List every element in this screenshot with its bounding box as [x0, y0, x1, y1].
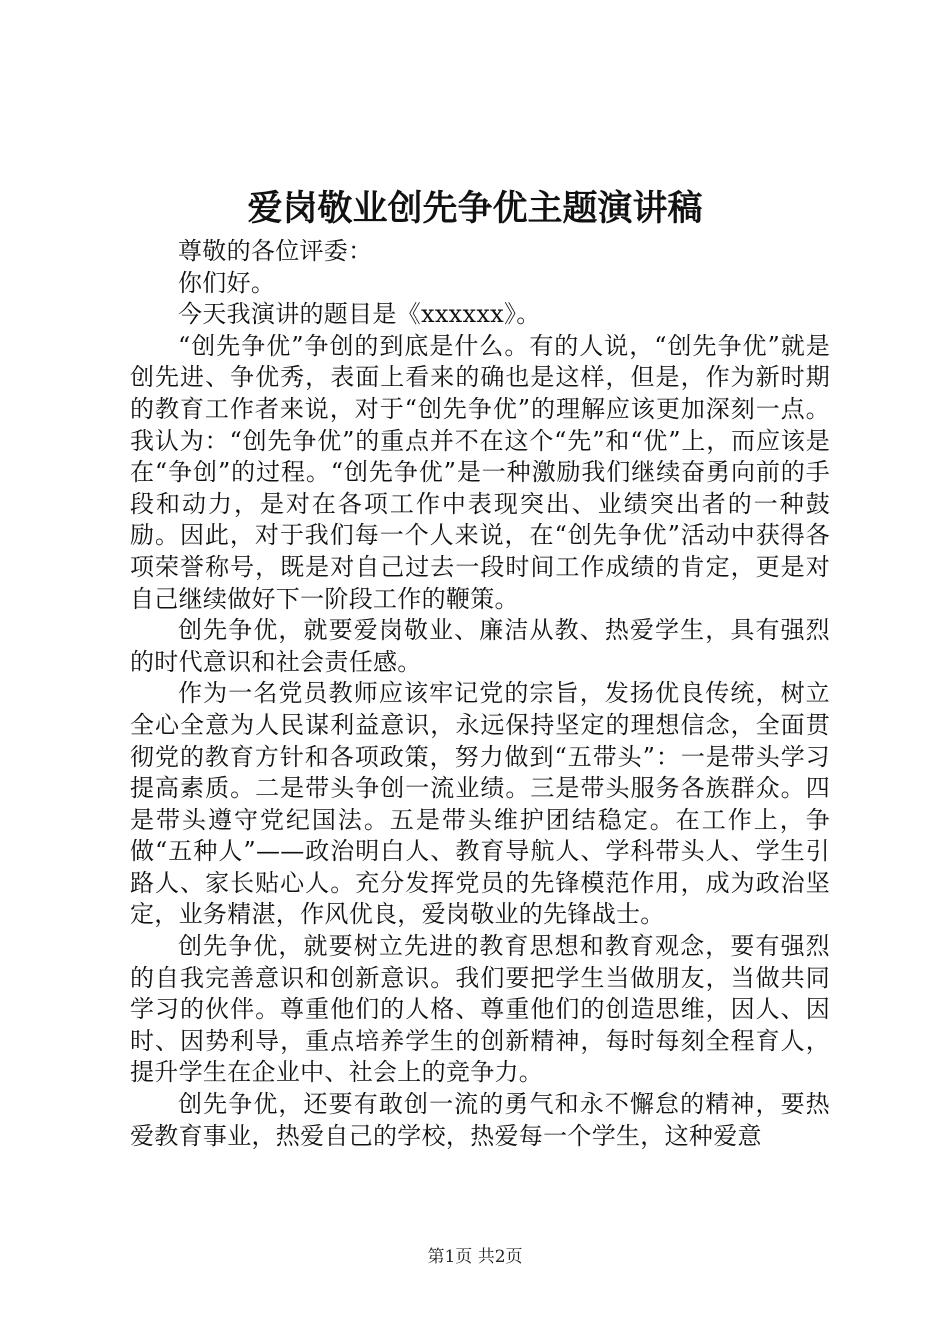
paragraph-greeting: 你们好。: [178, 268, 276, 297]
paragraph-body: 作为一名党员教师应该牢记党的宗旨，发扬优良传统，树立全心全意为人民谋利益意识，永远保持坚定的理想信念，全面贯彻党的教育方针和各项政策，努力做到“五带头”：一是带头学习提高素质。二是带头争创一流业绩。三是带头服务各族群众。四是带头遵守党纪国法。五是带头维护团结稳定。在工作上，争做“五种人”——政治明白人、教育导航人、学科带头人、学生引路人、家长贴心人。充分发挥党员的先锋模范作用，成为政治坚定，业务精湛，作风优良，爱岗敬业的先锋战士。: [130, 679, 830, 929]
paragraph-body: 创先争优，就要爱岗敬业、廉洁从教、热爱学生，具有强烈的时代意识和社会责任感。: [130, 616, 830, 676]
paragraph-salutation: 尊敬的各位评委：: [178, 237, 373, 265]
document-body: [130, 236, 830, 1152]
paragraph-body: 创先争优，还要有敢创一流的勇气和永不懈怠的精神，要热爱教育事业，热爱自己的学校，热爱每一个学生，这种爱意: [130, 1090, 830, 1150]
paragraph-body: “创先争优”争创的到底是什么。有的人说，“创先争优”就是创先进、争优秀，表面上看来的确也是这样，但是，作为新时期的教育工作者来说，对于“创先争优”的理解应该更加深刻一点。我认为：“创先争优”的重点并不在这个“先”和“优”上，而应该是在“争创”的过程。“创先争优”是一种激励我们继续奋勇向前的手段和动力，是对在各项工作中表现突出、业绩突出者的一种鼓励。因此，对于我们每一个人来说，在“创先争优”活动中获得各项荣誉称号，既是对自己过去一段时间工作成绩的肯定，更是对自己继续做好下一阶段工作的鞭策。: [130, 331, 830, 613]
paragraph-body: 创先争优，就要树立先进的教育思想和教育观念，要有强烈的自我完善意识和创新意识。我们要把学生当做朋友，当做共同学习的伙伴。尊重他们的人格、尊重他们的创造思维，因人、因时、因势利导，重点培养学生的创新精神，每时每刻全程育人，提升学生在企业中、社会上的竞争力。: [130, 932, 830, 1087]
document-title: 爱岗敬业创先争优主题演讲稿: [247, 188, 703, 229]
page-indicator: 第1页 共2页: [427, 1247, 523, 1267]
paragraph-topic: 今天我演讲的题目是《xxxxxx》。: [178, 300, 541, 329]
